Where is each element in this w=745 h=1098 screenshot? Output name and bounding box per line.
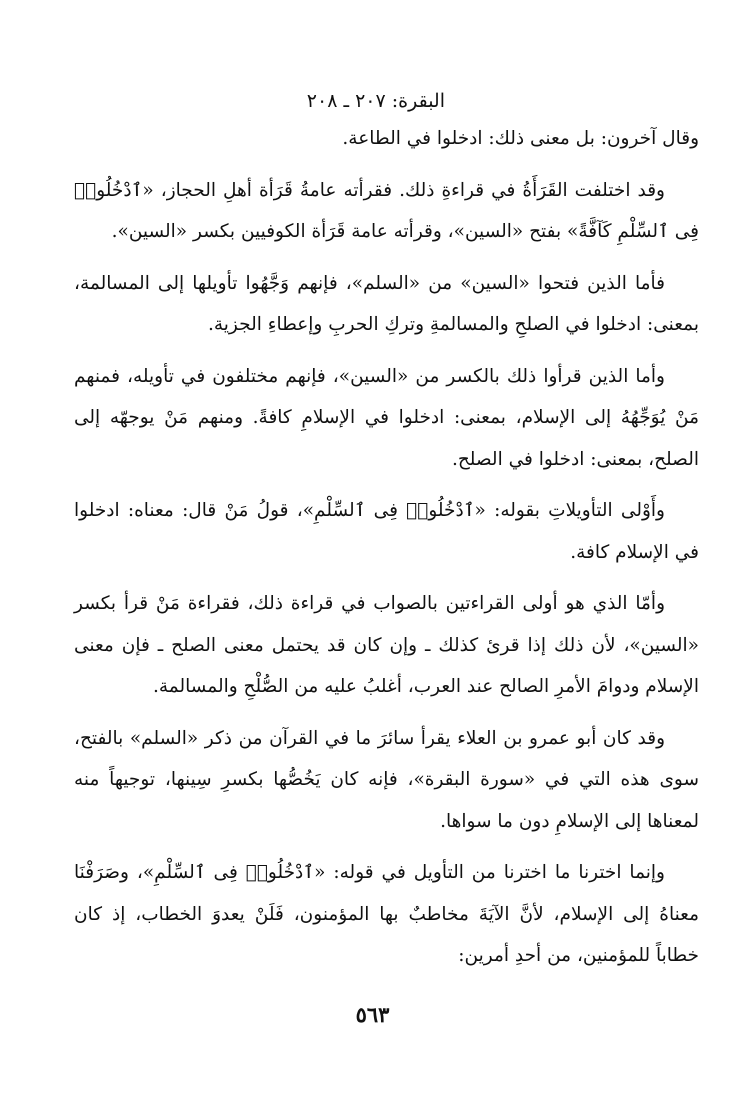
- paragraph-7: وقد كان أبو عمرو بن العلاء يقرأ سائرَ ما في القرآن من ذكر «السلم» بالفتح، سوى هذه التي في «سورة البقرة»، فإنه كان يَخُصُّها بكسرِ سِينها، توجيهاً منه لمعناها إلى الإسلامِ دون ما سواها.: [74, 727, 699, 832]
- paragraph-8: وإنما اخترنا ما اخترنا من التأويل في قوله: «ٱدْخُلُوا۟ فِى ٱلسِّلْمِ»، وصَرَفْنَا معناهُ إلى الإسلام، لأنَّ الآيَةَ مخاطبٌ بها المؤمنون، فَلَنْ يعدوَ الخطاب، إذ كان خطاباً للمؤمنين، من أحدِ أمرين:: [74, 862, 699, 966]
- page-number: ٥٦٣: [355, 1002, 390, 1027]
- paragraph-1: وقال آخرون: بل معنى ذلك: ادخلوا في الطاعة.: [342, 128, 699, 149]
- paragraph-5: وأَوْلى التأويلاتِ بقوله: «ٱدْخُلُوا۟ فِى ٱلسِّلْمِ»، قولُ مَنْ قال: معناه: ادخلوا في الإسلام كافة.: [74, 500, 699, 563]
- paragraph-2: وقد اختلفت القَرَأَةُ في قراءةِ ذلك. فقرأته عامةُ قَرَأة أهلِ الحجاز، «ٱدْخُلُوا۟ فِى ٱلسِّلْمِ كَآفَّةً» بفتح «السين»، وقرأته عامة قَرَأة الكوفيين بكسر «السين».: [74, 179, 699, 242]
- body-text: [74, 118, 699, 987]
- paragraph-3: فأما الذين فتحوا «السين» من «السلم»، فإنهم وَجَّهُوا تأويلها إلى المسالمة، بمعنى: ادخلوا في الصلحِ والمسالمةِ وتركِ الحربِ وإعطاءِ الجزية.: [74, 272, 699, 335]
- paragraph-4: وأما الذين قرأوا ذلك بالكسر من «السين»، فإنهم مختلفون في تأويله، فمنهم مَنْ يُوَجِّهُهُ إلى الإسلام، بمعنى: ادخلوا في الإسلامِ كافةً. ومنهم مَنْ يوجهّه إلى الصلح، بمعنى: ادخلوا في الصلح.: [74, 365, 699, 470]
- paragraph-6: وأمّا الذي هو أولى القراءتين بالصواب في قراءة ذلك، فقراءة مَنْ قرأ بكسر «السين»، لأن ذلك إذا قرئ كذلك ـ وإن كان قد يحتمل معنى الصلح ـ فإن معنى الإسلام ودوامَ الأمرِ الصالح عند العرب، أغلبُ عليه من الصُّلْحِ والمسالمة.: [74, 593, 699, 697]
- running-header: البقرة: ٢٠٧ ـ ٢٠٨: [306, 90, 445, 112]
